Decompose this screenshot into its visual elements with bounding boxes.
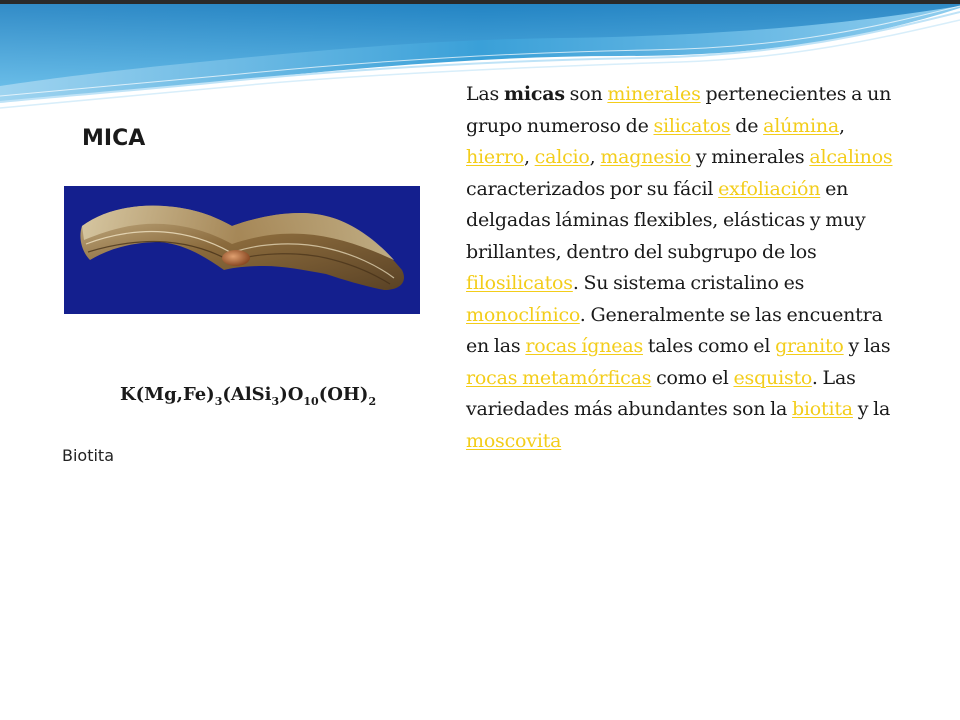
link-calcio[interactable]: calcio bbox=[534, 146, 590, 168]
text-run: y la bbox=[852, 398, 891, 420]
link-minerales[interactable]: minerales bbox=[607, 83, 701, 105]
formula-subscript: 2 bbox=[368, 395, 377, 408]
formula-subscript: 3 bbox=[214, 395, 223, 408]
formula-part: (OH) bbox=[318, 384, 369, 405]
link-magnesio[interactable]: magnesio bbox=[600, 146, 692, 168]
link-monoclinico[interactable]: monoclínico bbox=[466, 303, 580, 326]
text-run: son bbox=[564, 83, 608, 105]
link-alumina[interactable]: alúmina bbox=[763, 114, 840, 137]
text-run: de bbox=[730, 114, 764, 137]
link-filosilicatos[interactable]: filosilicatos bbox=[466, 272, 573, 294]
formula-part: K(Mg,Fe) bbox=[120, 384, 215, 405]
link-exfoliacion[interactable]: exfoliación bbox=[718, 177, 821, 200]
mica-photo bbox=[64, 186, 420, 314]
text-run: . Generalmente se las encuentra en las bbox=[466, 303, 883, 357]
chemical-formula bbox=[120, 384, 376, 408]
term-micas: micas bbox=[503, 83, 565, 105]
link-granito[interactable]: granito bbox=[775, 335, 844, 357]
text-run: y minerales bbox=[691, 146, 810, 168]
formula-subscript: 3 bbox=[271, 395, 280, 408]
formula-part: (AlSi bbox=[222, 384, 272, 405]
link-alcalinos[interactable]: alcalinos bbox=[809, 146, 893, 168]
slide-title: MICA bbox=[82, 126, 146, 151]
text-run: como el bbox=[651, 366, 734, 389]
link-rocas-igneas[interactable]: rocas ígneas bbox=[525, 335, 644, 357]
text-run: . Las variedades más abundantes son la bbox=[466, 366, 856, 420]
text-run: tales como el bbox=[643, 335, 776, 357]
text-run: caracterizados por su fácil bbox=[466, 177, 719, 200]
text-run: , bbox=[523, 146, 535, 168]
mica-sample-image bbox=[64, 186, 420, 314]
text-run: , bbox=[839, 114, 845, 137]
link-moscovita[interactable]: moscovita bbox=[466, 429, 562, 452]
description-paragraph bbox=[466, 79, 910, 457]
text-run: y las bbox=[843, 335, 891, 357]
text-run: . Su sistema cristalino es bbox=[572, 272, 805, 294]
text-run: pertenecientes a un grupo numeroso de bbox=[466, 83, 892, 137]
link-rocas-metamorficas[interactable]: rocas metamórficas bbox=[466, 366, 652, 389]
coin-scale-reference bbox=[222, 250, 250, 266]
text-run: , bbox=[589, 146, 601, 168]
formula-part: )O bbox=[279, 384, 304, 405]
formula-subscript: 10 bbox=[303, 395, 319, 408]
link-hierro[interactable]: hierro bbox=[466, 146, 524, 168]
text-run: Las bbox=[466, 83, 504, 105]
image-caption: Biotita bbox=[62, 446, 115, 465]
text-run: en delgadas láminas flexibles, elásticas y muy brillantes, dentro del subgrupo de los bbox=[466, 177, 866, 263]
link-esquisto[interactable]: esquisto bbox=[733, 366, 812, 389]
link-silicatos[interactable]: silicatos bbox=[653, 114, 731, 137]
link-biotita[interactable]: biotita bbox=[791, 398, 853, 420]
